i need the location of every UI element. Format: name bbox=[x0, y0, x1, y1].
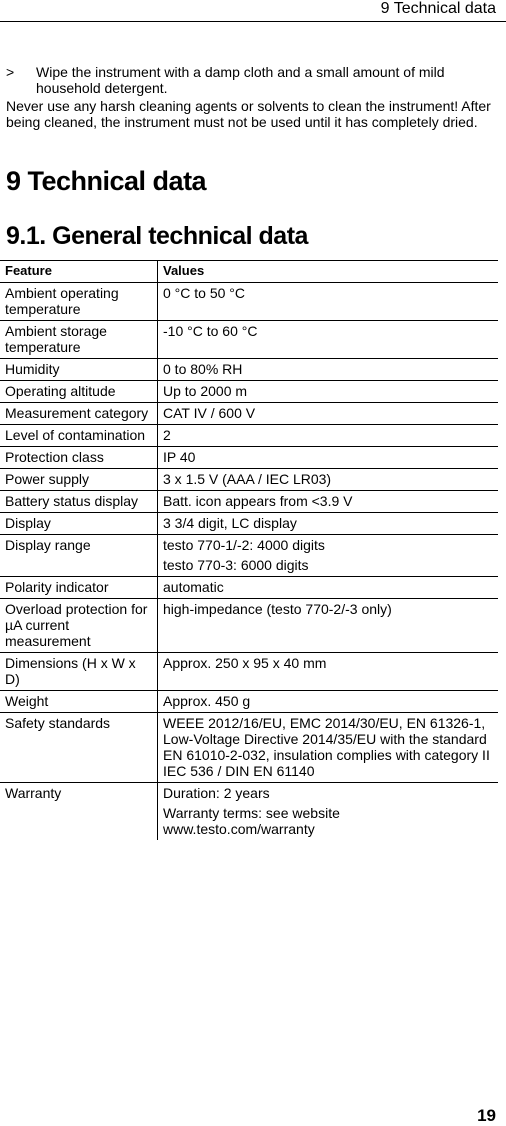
table-row bbox=[0, 381, 498, 403]
table-row bbox=[0, 469, 498, 491]
value-line: automatic bbox=[163, 579, 224, 595]
column-header-values: Values bbox=[158, 261, 499, 283]
feature-cell: Power supply bbox=[0, 469, 158, 491]
feature-cell: Warranty bbox=[0, 783, 158, 841]
value-cell bbox=[158, 783, 499, 841]
table-row bbox=[0, 425, 498, 447]
value-line: 3 3/4 digit, LC display bbox=[163, 515, 297, 531]
page-header bbox=[0, 0, 506, 22]
feature-cell: Safety standards bbox=[0, 713, 158, 783]
value-cell bbox=[158, 469, 499, 491]
value-line: Approx. 250 x 95 x 40 mm bbox=[163, 655, 327, 671]
table-row bbox=[0, 359, 498, 381]
feature-cell: Display range bbox=[0, 535, 158, 577]
feature-cell: Overload protection for µA current measurement bbox=[0, 599, 158, 653]
feature-cell: Humidity bbox=[0, 359, 158, 381]
value-line: CAT IV / 600 V bbox=[163, 405, 256, 421]
value-line: Duration: 2 years bbox=[163, 785, 270, 801]
feature-cell: Battery status display bbox=[0, 491, 158, 513]
value-line: 0 to 80% RH bbox=[163, 361, 243, 377]
header-title: 9 Technical data bbox=[380, 0, 496, 17]
value-cell bbox=[158, 577, 499, 599]
feature-cell: Weight bbox=[0, 691, 158, 713]
feature-cell: Polarity indicator bbox=[0, 577, 158, 599]
value-cell bbox=[158, 691, 499, 713]
value-line: Up to 2000 m bbox=[163, 383, 248, 399]
value-cell bbox=[158, 381, 499, 403]
feature-cell: Operating altitude bbox=[0, 381, 158, 403]
value-line: Batt. icon appears from <3.9 V bbox=[163, 493, 353, 509]
value-cell bbox=[158, 535, 499, 577]
feature-cell: Measurement category bbox=[0, 403, 158, 425]
table-row bbox=[0, 713, 498, 783]
feature-cell: Ambient operating temperature bbox=[0, 283, 158, 321]
value-line: IP 40 bbox=[163, 449, 196, 465]
value-cell bbox=[158, 359, 499, 381]
value-cell bbox=[158, 321, 499, 359]
feature-cell: Ambient storage temperature bbox=[0, 321, 158, 359]
feature-cell: Display bbox=[0, 513, 158, 535]
value-cell bbox=[158, 713, 499, 783]
table-row bbox=[0, 283, 498, 321]
instruction-step bbox=[6, 64, 496, 96]
feature-cell: Dimensions (H x W x D) bbox=[0, 653, 158, 691]
feature-cell: Level of contamination bbox=[0, 425, 158, 447]
value-line: 0 °C to 50 °C bbox=[163, 285, 246, 301]
value-line: -10 °C to 60 °C bbox=[163, 323, 258, 339]
value-cell bbox=[158, 653, 499, 691]
table-header-row bbox=[0, 261, 498, 283]
step-marker: > bbox=[6, 64, 15, 80]
value-line: Approx. 450 g bbox=[163, 693, 251, 709]
value-line: 2 bbox=[163, 427, 171, 443]
value-cell bbox=[158, 447, 499, 469]
value-line: high-impedance (testo 770-2/-3 only) bbox=[163, 601, 392, 617]
cleaning-note: Never use any harsh cleaning agents or solvents to clean the instrument! After being cleaned, the instrument must not be used until it has completely dried. bbox=[6, 98, 491, 130]
table-row bbox=[0, 599, 498, 653]
value-line: WEEE 2012/16/EU, EMC 2014/30/EU, EN 61326-1, Low-Voltage Directive 2014/35/EU with the standard EN 61010-2-032, insulation complies with category II IEC 536 / DIN EN 61140 bbox=[163, 715, 490, 779]
table-row bbox=[0, 403, 498, 425]
value-cell bbox=[158, 283, 499, 321]
table-row bbox=[0, 577, 498, 599]
value-cell bbox=[158, 425, 499, 447]
value-line: testo 770-3: 6000 digits bbox=[163, 557, 309, 573]
technical-data-table bbox=[0, 260, 498, 840]
table-row bbox=[0, 535, 498, 577]
value-line: Warranty terms: see website www.testo.com/warranty bbox=[163, 805, 340, 837]
table-row bbox=[0, 447, 498, 469]
step-text: Wipe the instrument with a damp cloth and a small amount of mild household detergent. bbox=[36, 64, 445, 96]
table-row bbox=[0, 321, 498, 359]
table-row bbox=[0, 513, 498, 535]
value-line: 3 x 1.5 V (AAA / IEC LR03) bbox=[163, 471, 332, 487]
value-cell bbox=[158, 403, 499, 425]
value-cell bbox=[158, 513, 499, 535]
chapter-heading: 9 Technical data bbox=[6, 166, 207, 196]
feature-cell: Protection class bbox=[0, 447, 158, 469]
table-row bbox=[0, 491, 498, 513]
table-row bbox=[0, 783, 498, 841]
value-line: testo 770-1/-2: 4000 digits bbox=[163, 537, 325, 553]
section-heading: 9.1. General technical data bbox=[6, 222, 308, 250]
table-row bbox=[0, 653, 498, 691]
value-cell bbox=[158, 599, 499, 653]
value-cell bbox=[158, 491, 499, 513]
page-number: 19 bbox=[477, 1106, 496, 1125]
column-header-feature: Feature bbox=[0, 261, 158, 283]
table-row bbox=[0, 691, 498, 713]
